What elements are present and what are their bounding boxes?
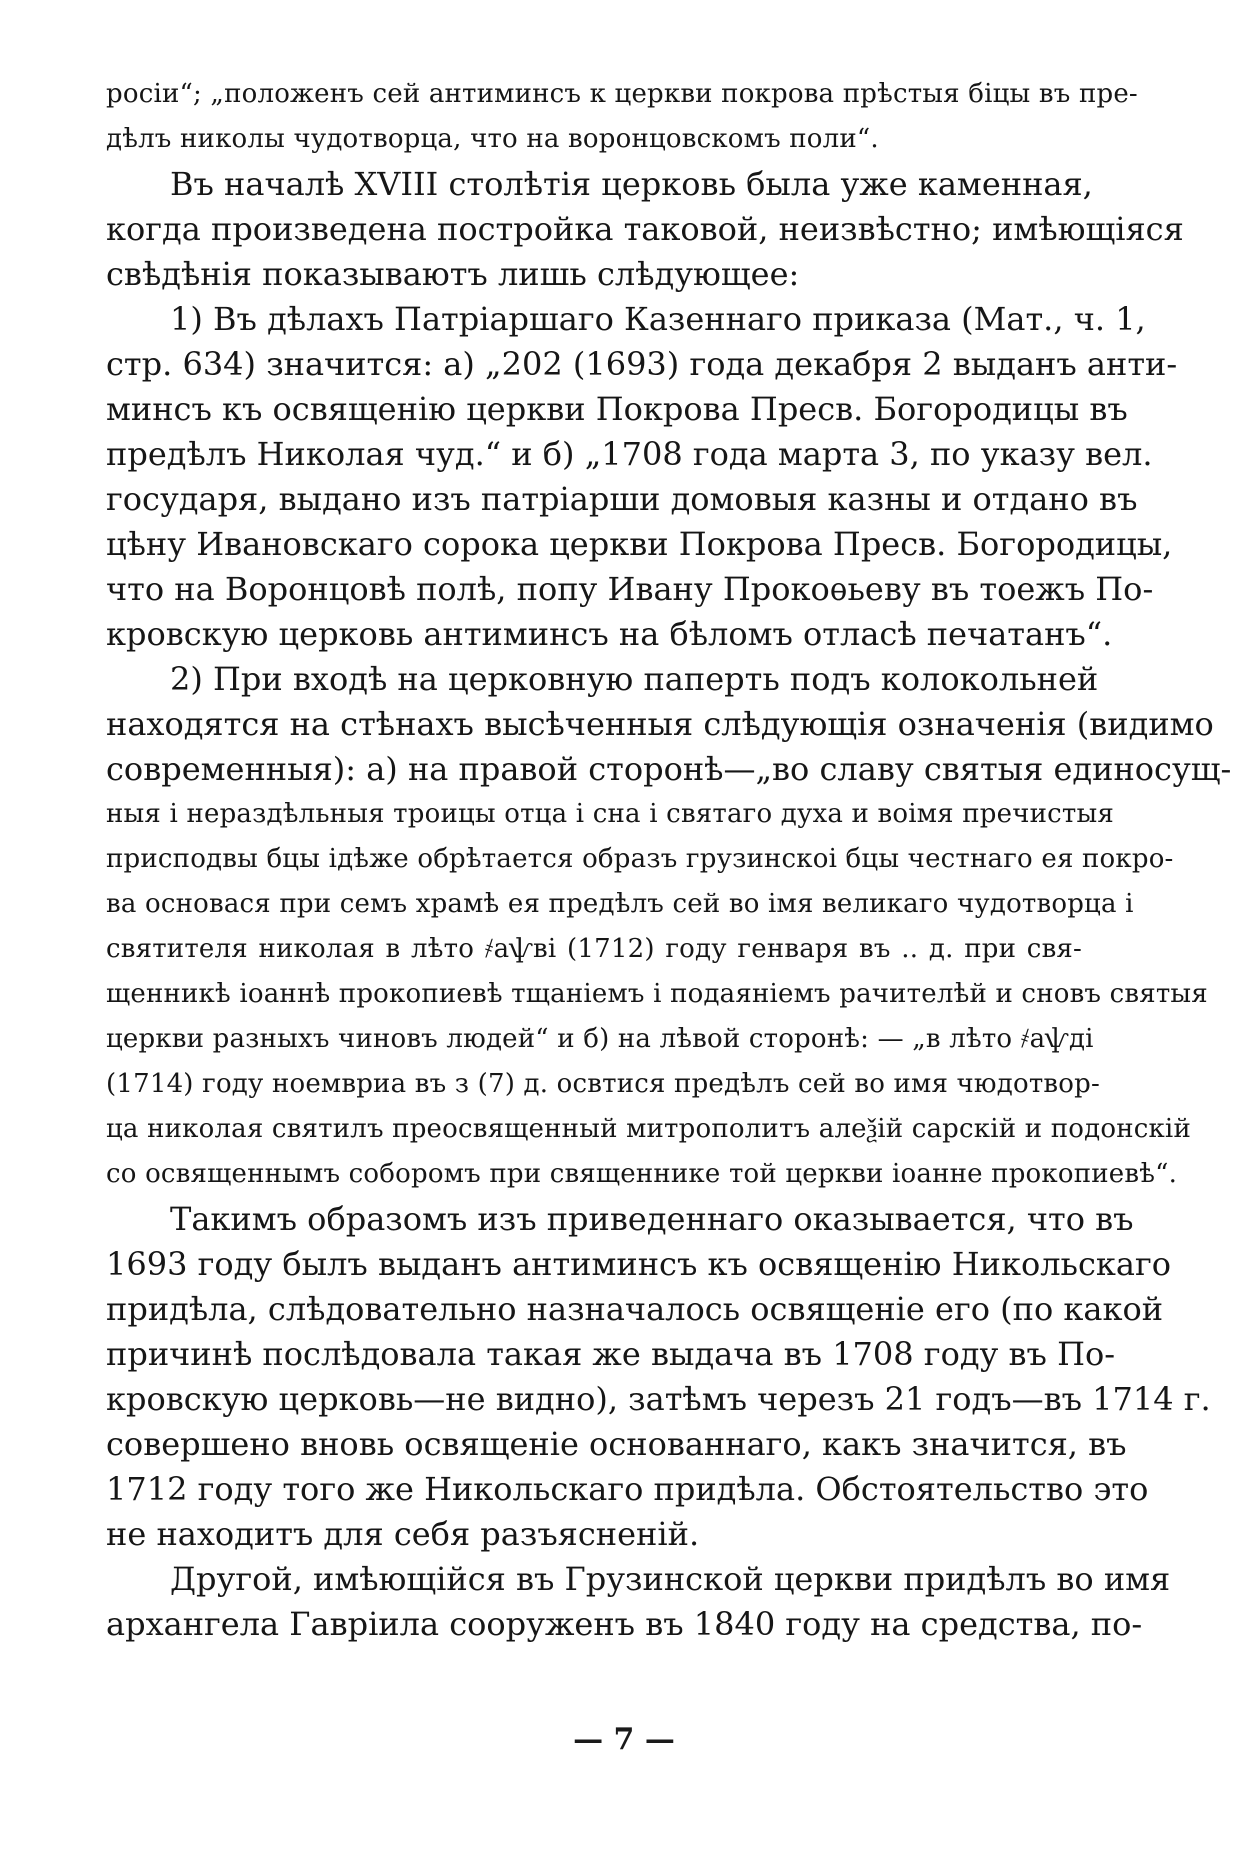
page-number: — 7 — [573, 1722, 675, 1757]
text-line: государя, выдано изъ патріарши домовыя казны и отдано въ [106, 480, 1138, 518]
text-line: 1) Въ дѣлахъ Патріаршаго Казеннаго приказа (Мат., ч. 1, [170, 300, 1146, 338]
text-line: щенникѣ іоаннѣ прокопиевѣ тщаніемъ і подаяніемъ рачителѣй и сновъ святыя [106, 979, 1208, 1009]
text-line: Другой, имѣющійся въ Грузинской церкви придѣлъ во имя [170, 1560, 1171, 1598]
text-line: находятся на стѣнахъ высѣченныя слѣдующія означенія (видимо [106, 705, 1214, 743]
text-line: 1712 году того же Никольскаго придѣла. Обстоятельство это [106, 1470, 1149, 1508]
text-line: со освященнымъ соборомъ при священнике той церкви іоанне прокопиевѣ“. [106, 1159, 1178, 1189]
text-line: что на Воронцовѣ полѣ, попу Ивану Прокоѳьеву въ тоежъ По- [106, 570, 1154, 608]
text-line: кровскую церковь—не видно), затѣмъ черезъ 21 годъ—въ 1714 г. [106, 1380, 1211, 1418]
text-line: архангела Гавріила сооруженъ въ 1840 году на средства, по- [106, 1605, 1143, 1643]
text-line: совершено вновь освященіе основаннаго, какъ значится, въ [106, 1425, 1127, 1463]
text-line: цѣну Ивановскаго сорока церкви Покрова Пресв. Богородицы, [106, 525, 1173, 563]
text-line: 1693 году былъ выданъ антиминсъ къ освященію Никольскаго [106, 1245, 1171, 1283]
text-line: (1714) году ноемвриа въ з (7) д. освтися предѣлъ сей во имя чюдотвор- [106, 1069, 1100, 1099]
text-line: Такимъ образомъ изъ приведеннаго оказывается, что въ [170, 1200, 1134, 1238]
text-line: современныя): а) на правой сторонѣ—„во славу святыя единосущ- [106, 750, 1232, 788]
page-text [106, 72, 1232, 1647]
text-line: причинѣ послѣдовала такая же выдача въ 1708 году въ По- [106, 1335, 1116, 1373]
text-line: не находитъ для себя разъясненій. [106, 1515, 700, 1553]
text-line: церкви разныхъ чиновъ людей“ и б) на лѣвой сторонѣ: — „в лѣто ҂аѱді [106, 1024, 1094, 1054]
text-line: предѣлъ Николая чуд.“ и б) „1708 года марта 3, по указу вел. [106, 435, 1153, 473]
text-line: ныя і нераздѣльныя троицы отца і сна і святаго духа и воімя пречистыя [106, 799, 1114, 829]
text-line: святителя николая в лѣто ҂аѱві (1712) году генваря въ .. д. при свя- [106, 934, 1082, 964]
text-line: стр. 634) значится: а) „202 (1693) года декабря 2 выданъ анти- [106, 345, 1178, 383]
text-line: дѣлъ николы чудотворца, что на воронцовскомъ поли“. [106, 124, 879, 154]
text-line: Въ началѣ XVIII столѣтія церковь была уже каменная, [170, 165, 1093, 203]
text-line: свѣдѣнія показываютъ лишь слѣдующее: [106, 255, 800, 293]
text-line: ва основася при семъ храмѣ ея предѣлъ сей во імя великаго чудотворца і [106, 889, 1134, 919]
text-line: росіи“; „положенъ сей антиминсъ к церкви покрова прѣстыя біцы въ пре- [106, 79, 1138, 109]
text-line: ца николая святилъ преосвященный митрополитъ алеѯій сарскій и подонскій [106, 1114, 1191, 1144]
text-line: минсъ къ освященію церкви Покрова Пресв. Богородицы въ [106, 390, 1128, 428]
text-line: когда произведена постройка таковой, неизвѣстно; имѣющіяся [106, 210, 1184, 248]
text-line: придѣла, слѣдовательно назначалось освященіе его (по какой [106, 1290, 1164, 1328]
text-line: присподвы бцы ідѣже обрѣтается образъ грузинскоі бцы честнаго ея покро- [106, 844, 1174, 874]
text-line: 2) При входѣ на церковную паперть подъ колокольней [170, 660, 1099, 698]
text-line: кровскую церковь антиминсъ на бѣломъ отласѣ печатанъ“. [106, 615, 1113, 653]
